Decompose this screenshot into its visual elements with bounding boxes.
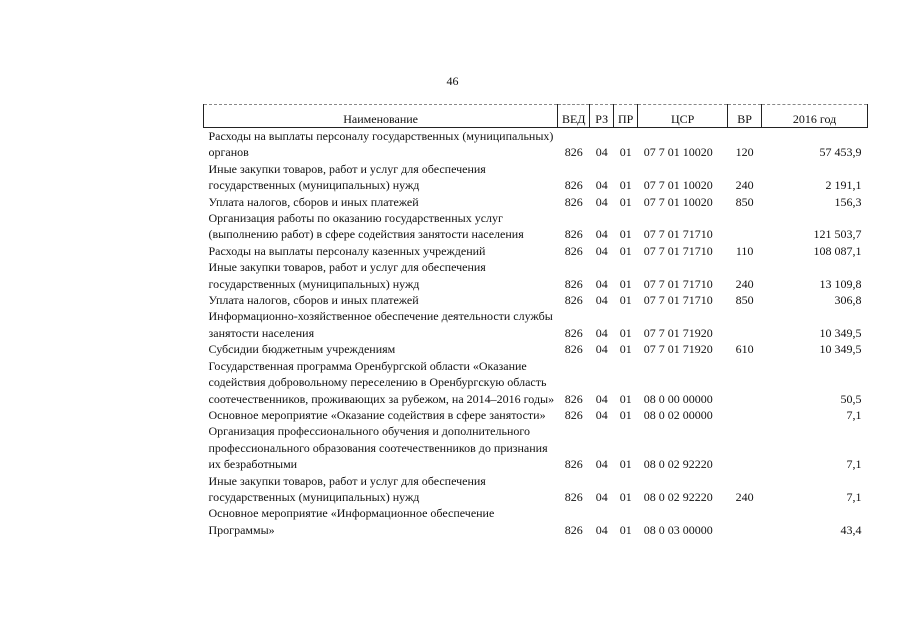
cell-pr: 01 xyxy=(619,178,632,193)
cell-sum: 57 453,9 xyxy=(819,145,862,160)
cell-ved: 826 xyxy=(564,489,583,504)
cell-vr: 240 xyxy=(735,276,754,291)
cell-sum: 108 087,1 xyxy=(813,243,862,258)
cell-sum: 156,3 xyxy=(834,194,862,209)
cell-sum: 13 109,8 xyxy=(819,276,862,291)
cell-vr: 110 xyxy=(735,243,754,258)
cell-rz: 04 xyxy=(595,293,608,308)
cell-ved: 826 xyxy=(564,178,583,193)
cell-csr: 07 7 01 71710 xyxy=(643,293,713,308)
table-row xyxy=(204,292,868,308)
cell-vr: 850 xyxy=(735,293,754,308)
cell-pr: 01 xyxy=(619,391,632,406)
cell-csr: 08 0 00 00000 xyxy=(643,391,713,406)
table-header-row xyxy=(204,105,868,128)
table-row xyxy=(204,423,868,472)
table-row xyxy=(204,259,868,292)
table-row xyxy=(204,358,868,407)
cell-rz: 04 xyxy=(595,407,608,422)
cell-sum: 121 503,7 xyxy=(813,227,862,242)
cell-rz: 04 xyxy=(595,457,608,472)
cell-vr xyxy=(728,358,762,407)
table-row xyxy=(204,308,868,341)
table-row xyxy=(204,473,868,506)
cell-name: Уплата налогов, сборов и иных платежей xyxy=(208,293,419,308)
header-pr: ПР xyxy=(614,105,638,128)
cell-vr xyxy=(728,210,762,243)
cell-ved: 826 xyxy=(564,293,583,308)
header-ved: ВЕД xyxy=(558,105,590,128)
cell-csr: 07 7 01 10020 xyxy=(643,178,713,193)
cell-ved: 826 xyxy=(564,325,583,340)
cell-sum: 2 191,1 xyxy=(825,178,862,193)
cell-pr: 01 xyxy=(619,457,632,472)
cell-vr: 120 xyxy=(735,145,754,160)
cell-csr: 07 7 01 71710 xyxy=(643,243,713,258)
cell-name: Государственная программа Оренбургской области «Оказание содействия добровольному переселению в Оренбургскую область соотечественников, проживающих за рубежом, на 2014–2016 годы» xyxy=(208,358,555,406)
cell-name: Иные закупки товаров, работ и услуг для обеспечения государственных (муниципальных) нужд xyxy=(208,473,486,504)
cell-name: Уплата налогов, сборов и иных платежей xyxy=(208,194,419,209)
cell-csr: 08 0 02 00000 xyxy=(643,407,713,422)
cell-name: Расходы на выплаты персоналу казенных учреждений xyxy=(208,243,486,258)
cell-pr: 01 xyxy=(619,342,632,357)
cell-sum: 10 349,5 xyxy=(819,342,862,357)
cell-vr xyxy=(728,407,762,423)
budget-table xyxy=(203,104,868,538)
cell-ved: 826 xyxy=(564,391,583,406)
cell-name: Иные закупки товаров, работ и услуг для обеспечения государственных (муниципальных) нужд xyxy=(208,260,486,291)
cell-sum: 7,1 xyxy=(846,457,862,472)
cell-pr: 01 xyxy=(619,145,632,160)
cell-csr: 08 0 02 92220 xyxy=(643,489,713,504)
cell-csr: 07 7 01 71710 xyxy=(643,227,713,242)
cell-rz: 04 xyxy=(595,178,608,193)
table-row xyxy=(204,407,868,423)
header-rz: РЗ xyxy=(590,105,614,128)
cell-sum: 50,5 xyxy=(840,391,862,406)
cell-ved: 826 xyxy=(564,457,583,472)
cell-sum: 7,1 xyxy=(846,407,862,422)
cell-pr: 01 xyxy=(619,227,632,242)
table-row xyxy=(204,505,868,538)
cell-rz: 04 xyxy=(595,227,608,242)
cell-rz: 04 xyxy=(595,194,608,209)
cell-rz: 04 xyxy=(595,243,608,258)
header-vr: ВР xyxy=(728,105,762,128)
cell-name: Субсидии бюджетным учреждениям xyxy=(208,342,396,357)
cell-pr: 01 xyxy=(619,194,632,209)
cell-vr xyxy=(728,505,762,538)
cell-ved: 826 xyxy=(564,227,583,242)
cell-pr: 01 xyxy=(619,276,632,291)
cell-pr: 01 xyxy=(619,407,632,422)
cell-csr: 07 7 01 71920 xyxy=(643,342,713,357)
cell-rz: 04 xyxy=(595,342,608,357)
cell-rz: 04 xyxy=(595,489,608,504)
cell-csr: 08 0 02 92220 xyxy=(643,457,713,472)
cell-ved: 826 xyxy=(564,243,583,258)
cell-rz: 04 xyxy=(595,276,608,291)
cell-vr: 240 xyxy=(735,489,754,504)
cell-csr: 07 7 01 71710 xyxy=(643,276,713,291)
cell-ved: 826 xyxy=(564,194,583,209)
cell-csr: 07 7 01 10020 xyxy=(643,194,713,209)
cell-ved: 826 xyxy=(564,145,583,160)
cell-sum: 10 349,5 xyxy=(819,325,862,340)
cell-pr: 01 xyxy=(619,325,632,340)
cell-pr: 01 xyxy=(619,522,632,537)
cell-name: Информационно-хозяйственное обеспечение деятельности службы занятости населения xyxy=(208,309,553,340)
cell-ved: 826 xyxy=(564,522,583,537)
cell-csr: 08 0 03 00000 xyxy=(643,522,713,537)
table-row xyxy=(204,128,868,161)
cell-vr xyxy=(728,423,762,472)
cell-rz: 04 xyxy=(595,325,608,340)
cell-name: Иные закупки товаров, работ и услуг для обеспечения государственных (муниципальных) нужд xyxy=(208,161,486,193)
cell-vr xyxy=(728,308,762,341)
table-body xyxy=(204,128,868,539)
header-name: Наименование xyxy=(204,105,558,128)
table-row xyxy=(204,194,868,210)
table-row xyxy=(204,243,868,259)
cell-pr: 01 xyxy=(619,243,632,258)
cell-name: Основное мероприятие «Оказание содействия в сфере занятости» xyxy=(208,407,546,422)
cell-ved: 826 xyxy=(564,276,583,291)
cell-vr: 610 xyxy=(735,342,754,357)
cell-vr: 240 xyxy=(735,178,754,193)
cell-sum: 306,8 xyxy=(834,293,862,308)
cell-name: Организация профессионального обучения и дополнительного профессионального образования соотечественников до признания их безработными xyxy=(208,424,548,472)
cell-csr: 07 7 01 71920 xyxy=(643,325,713,340)
table-row xyxy=(204,161,868,194)
cell-name: Расходы на выплаты персоналу государственных (муниципальных) органов xyxy=(208,129,554,160)
cell-rz: 04 xyxy=(595,522,608,537)
cell-rz: 04 xyxy=(595,391,608,406)
cell-sum: 7,1 xyxy=(846,489,862,504)
cell-csr: 07 7 01 10020 xyxy=(643,145,713,160)
cell-pr: 01 xyxy=(619,293,632,308)
cell-pr: 01 xyxy=(619,489,632,504)
table-row xyxy=(204,341,868,357)
cell-name: Организация работы по оказанию государственных услуг (выполнению работ) в сфере содействия занятости населения xyxy=(208,211,524,242)
header-csr: ЦСР xyxy=(638,105,728,128)
table-row xyxy=(204,210,868,243)
cell-rz: 04 xyxy=(595,145,608,160)
cell-name: Основное мероприятие «Информационное обеспечение Программы» xyxy=(208,506,495,537)
cell-sum: 43,4 xyxy=(840,522,862,537)
cell-ved: 826 xyxy=(564,342,583,357)
header-sum: 2016 год xyxy=(762,105,868,128)
cell-vr: 850 xyxy=(735,194,754,209)
page-number: 46 xyxy=(446,74,459,88)
cell-ved: 826 xyxy=(564,407,583,422)
